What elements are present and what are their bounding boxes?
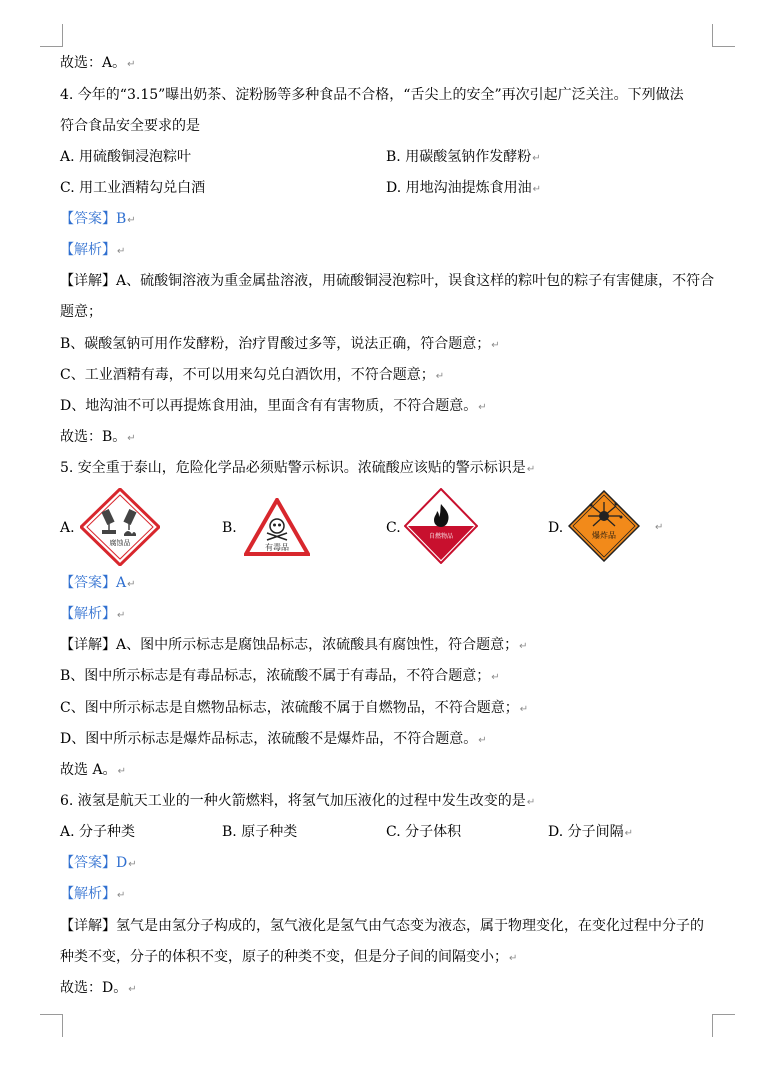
conclusion-line: 故选：D。↵ [60, 980, 137, 996]
q6-option-b: B. 原子种类 [222, 824, 298, 840]
crop-mark-top-right [712, 24, 735, 47]
corrosive-sign-text: 腐蚀品 [109, 539, 131, 547]
detail-line: 种类不变，分子的体积不变，原子的种类不变，但是分子间的间隔变小；↵ [60, 949, 518, 965]
corrosive-sign-icon [80, 488, 160, 566]
q4-option-c: C. 用工业酒精勾兑白酒 [60, 180, 206, 196]
detail-line: D、地沟油不可以再提炼食用油，里面含有有害物质，不符合题意。↵ [60, 398, 487, 414]
detail-line: B、图中所示标志是有毒品标志，浓硫酸不属于有毒品，不符合题意；↵ [60, 668, 500, 684]
question-4-stem-cont: 符合食品安全要求的是 [60, 118, 200, 134]
crop-mark-bottom-right [712, 1014, 735, 1037]
q5-option-a-label: A. [60, 520, 75, 536]
q4-option-b: B. 用碳酸氢钠作发酵粉↵ [386, 149, 541, 165]
conclusion-line: 故选：B。↵ [60, 429, 136, 445]
question-4-stem: 4. 今年的“3.15”曝出奶茶、淀粉肠等多种食品不合格，“舌尖上的安全”再次引起广泛关注。下列做法 [60, 87, 684, 103]
paragraph-mark: ↵ [655, 522, 664, 533]
detail-line: 题意； [60, 304, 102, 320]
q5-options-row [0, 488, 774, 566]
spontaneous-sign-text: 自燃物品 [428, 533, 454, 540]
crop-mark-bottom-left [40, 1014, 63, 1037]
detail-line: 【详解】A、图中所示标志是腐蚀品标志，浓硫酸具有腐蚀性，符合题意；↵ [60, 637, 528, 653]
answer-label: 【答案】B↵ [60, 211, 136, 227]
q4-option-d: D. 用地沟油提炼食用油↵ [386, 180, 542, 196]
detail-line: D、图中所示标志是爆炸品标志，浓硫酸不是爆炸品，不符合题意。↵ [60, 731, 487, 747]
detail-line: C、工业酒精有毒，不可以用来勾兑白酒饮用，不符合题意；↵ [60, 367, 445, 383]
q5-option-d-label: D. [548, 520, 564, 536]
q5-option-b-label: B. [222, 520, 237, 536]
detail-line: 【详解】A、硫酸铜溶液为重金属盐溶液，用硫酸铜浸泡粽叶，误食这样的粽叶包的粽子有害健康，不符合 [60, 273, 715, 289]
answer-label: 【答案】A↵ [60, 575, 136, 591]
conclusion-line: 故选 A。↵ [60, 762, 126, 778]
analysis-label: 【解析】↵ [60, 242, 126, 258]
toxic-sign-text: 有毒品 [265, 543, 289, 552]
q6-option-a: A. 分子种类 [60, 824, 136, 840]
explosive-sign-icon [568, 490, 640, 562]
detail-line: 【详解】氢气是由氢分子构成的，氢气液化是氢气由气态变为液态，属于物理变化，在变化过程中分子的 [60, 918, 704, 934]
detail-line: C、图中所示标志是自燃物品标志，浓硫酸不属于自燃物品，不符合题意；↵ [60, 700, 529, 716]
q5-option-c-label: C. [386, 520, 401, 536]
q6-option-d: D. 分子间隔↵ [548, 824, 634, 840]
analysis-label: 【解析】↵ [60, 886, 126, 902]
crop-mark-top-left [40, 24, 63, 47]
spontaneous-combustion-sign-icon [404, 488, 478, 564]
answer-label: 【答案】D↵ [60, 855, 137, 871]
analysis-label: 【解析】↵ [60, 606, 126, 622]
toxic-sign-icon [244, 498, 310, 556]
q6-option-c: C. 分子体积 [386, 824, 462, 840]
question-6-stem: 6. 液氢是航天工业的一种火箭燃料，将氢气加压液化的过程中发生改变的是↵ [60, 793, 536, 809]
detail-line: B、碳酸氢钠可用作发酵粉，治疗胃酸过多等，说法正确，符合题意；↵ [60, 336, 500, 352]
text-line: 故选：A。↵ [60, 55, 136, 71]
question-5-stem: 5. 安全重于泰山，危险化学品必须贴警示标识。浓硫酸应该贴的警示标识是↵ [60, 460, 536, 476]
explosive-sign-text: 爆炸品 [592, 531, 616, 540]
q4-option-a: A. 用硫酸铜浸泡粽叶 [60, 149, 192, 165]
